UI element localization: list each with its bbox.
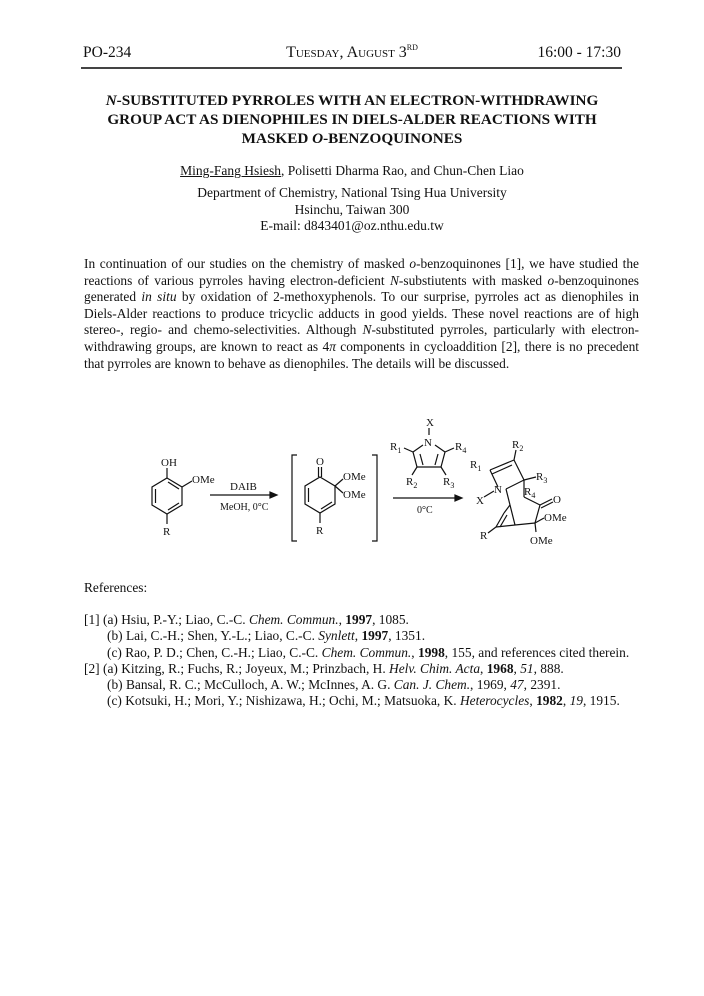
header-rule	[81, 67, 622, 69]
title-italic-n: N	[105, 92, 117, 109]
n-x-bond	[484, 491, 494, 497]
ref-year: 1997	[361, 628, 389, 644]
ref-sep: ,	[480, 660, 487, 676]
ref-sep: ,	[529, 693, 537, 709]
abstract-text: by oxidation of 2-methoxyphenols. To our surprise, pyrroles act as dienophiles in Diels-Alder reactions to produce tricyclic adducts in good yields. These novel reactions are of high stereo-, regio- and chemo-selectivities. Although	[84, 289, 639, 338]
ome-bond	[535, 523, 536, 532]
r3-bond	[441, 467, 446, 475]
pyr-x-label: X	[426, 417, 434, 429]
r-text: R	[406, 476, 414, 488]
ref-journal: Can. J. Chem.	[393, 677, 471, 693]
prod-r1-label	[470, 459, 481, 473]
ref-year: 1968	[486, 660, 514, 676]
pyr-n-label: N	[424, 437, 432, 449]
carbonyl-bond	[541, 502, 553, 508]
prod-o-label: O	[553, 494, 561, 506]
subscript: 4	[531, 491, 536, 500]
bond	[496, 513, 504, 527]
r-text: R	[524, 486, 532, 498]
int-ome1-label: OMe	[343, 471, 366, 483]
prod-n-label: N	[494, 484, 502, 496]
arrow-2-head	[455, 495, 462, 501]
ref-authors: Hsiu, P.-Y.; Liao, C.-C.	[121, 612, 249, 627]
title-line-3-pre: MASKED	[241, 130, 313, 147]
ref-sep: ,	[338, 612, 346, 627]
double-bond	[435, 454, 438, 465]
double-bond	[500, 515, 507, 527]
pyr-r1-label	[390, 441, 401, 455]
ref-sep: ,	[354, 628, 362, 644]
city: Hsinchu, Taiwan 300	[294, 201, 410, 217]
ref-volume: 47	[510, 677, 524, 693]
double-bond	[420, 454, 423, 465]
reaction-scheme-svg	[130, 415, 600, 565]
ref-sep: ,	[470, 677, 477, 693]
r1-bond	[404, 448, 413, 452]
ref-pages: , 1351.	[388, 628, 426, 644]
ref-pages: , 1085.	[372, 612, 409, 627]
prod-ome1-label: OMe	[544, 512, 567, 524]
references-heading: References:	[84, 580, 148, 595]
r-text: R	[512, 439, 520, 451]
abstract-italic: in situ	[141, 289, 177, 305]
ref-journal: Chem. Commun.	[321, 644, 412, 660]
ref-journal: Helv. Chim. Acta	[389, 660, 481, 676]
arrow-1-head	[270, 492, 277, 498]
cyclohexadienone-ring	[305, 477, 335, 513]
masked-o-benzoquinone	[305, 456, 366, 537]
ref-tag: (a)	[102, 612, 118, 627]
ref-pages: , 155, and references cited therein.	[444, 644, 630, 660]
subscript: 1	[477, 464, 482, 473]
ref-journal: Heterocycles	[459, 693, 530, 709]
subscript: 2	[413, 481, 418, 490]
ref-year: 1982	[536, 693, 563, 709]
paper-title	[83, 91, 621, 148]
r-text: R	[536, 471, 544, 483]
day-suffix: RD	[406, 43, 418, 52]
ome-bond	[335, 479, 343, 486]
reference-1b	[84, 628, 639, 644]
double-bond	[492, 465, 512, 474]
bond	[506, 480, 524, 489]
presenting-author: Ming-Fang Hsiesh	[180, 163, 281, 178]
ref-volume: 51	[520, 660, 534, 676]
right-bracket	[372, 455, 377, 541]
reaction-scheme	[130, 415, 600, 565]
ref-tag: (b)	[107, 628, 123, 644]
subscript: 1	[397, 446, 402, 455]
r-bond	[488, 527, 496, 533]
arrow-1	[210, 481, 277, 513]
benzene-ring	[152, 478, 182, 514]
email: E-mail: d843401@oz.nthu.edu.tw	[260, 218, 444, 233]
r-text: R	[455, 441, 463, 453]
title-line-3	[83, 129, 621, 148]
reference-1c	[84, 645, 639, 661]
bond	[515, 523, 535, 525]
title-italic-o: O	[312, 130, 324, 147]
poster-id: PO-234	[83, 44, 132, 61]
ref-number: [2]	[84, 660, 100, 676]
bond	[496, 525, 515, 527]
bond	[504, 505, 510, 513]
ref-journal: Chem. Commun.	[248, 612, 339, 627]
bond	[514, 460, 524, 480]
ref-pages: , 1915.	[582, 693, 620, 709]
reference-1a	[84, 612, 639, 628]
r4-bond	[445, 448, 454, 452]
reagent-temp: 0°C	[417, 505, 433, 516]
subscript: 2	[519, 444, 524, 453]
title-line-2: GROUP ACT AS DIENOPHILES IN DIELS-ALDER REACTIONS WITH	[107, 111, 597, 128]
pyr-r3-label	[443, 476, 454, 490]
prod-ome2-label: OMe	[530, 535, 553, 547]
prod-x-label: X	[476, 495, 484, 507]
sm-r-label: R	[163, 526, 171, 538]
r-text: R	[443, 476, 451, 488]
pyr-r2-label	[406, 476, 417, 490]
ref-tag: (c)	[107, 693, 122, 709]
int-ome2-label: OMe	[343, 489, 366, 501]
r-text: R	[390, 441, 398, 453]
bond	[490, 460, 514, 470]
reference-2c-body: (c) Kotsuki, H.; Mori, Y.; Nishizawa, H.; Ochi, M.; Matsuoka, K. Heterocycles, 1982, 19, 1915.	[107, 693, 620, 709]
subscript: 3	[450, 481, 455, 490]
bond	[506, 489, 510, 505]
prod-r4-label	[524, 486, 535, 500]
reference-2c	[84, 693, 639, 709]
prod-r2-label	[512, 439, 523, 453]
abstract-text: In continuation of our studies on the chemistry of masked	[84, 256, 410, 271]
co-authors: , Polisetti Dharma Rao, and Chun-Chen Liao	[280, 163, 524, 178]
left-bracket	[292, 455, 297, 541]
department: Department of Chemistry, National Tsing Hua University	[197, 185, 507, 200]
abstract-italic: N	[362, 322, 372, 338]
ref-tag: (c)	[107, 644, 122, 660]
ref-sep: ,	[411, 644, 418, 660]
affiliation	[83, 185, 621, 235]
sm-oh-label: OH	[161, 457, 177, 469]
ome-bond	[335, 486, 343, 493]
ref-authors: Lai, C.-H.; Shen, Y.-L.; Liao, C.-C.	[125, 628, 319, 644]
ref-journal: Synlett	[318, 628, 355, 644]
prod-r-label: R	[480, 530, 488, 542]
subscript: 4	[462, 446, 467, 455]
reference-2a: [2] (a) Kitzing, R.; Fuchs, R.; Joyeux, M.; Prinzbach, H. Helv. Chim. Acta, 1968, 51, 888.	[84, 660, 564, 676]
ref-year: 1998	[418, 644, 445, 660]
abstract-text: -benzoquinones [1], we have studied the reactions of various pyrroles having electron-deficient	[84, 256, 639, 288]
subscript: 3	[543, 476, 548, 485]
sm-ome-label: OMe	[192, 474, 215, 486]
reference-list	[84, 612, 639, 710]
reagent-conditions: MeOH, 0°C	[220, 502, 269, 513]
session-day-text: Tuesday, August 3	[286, 44, 407, 61]
pyr-r4-label	[455, 441, 466, 455]
carbonyl-bond	[540, 499, 552, 505]
reagent-daib: DAIB	[230, 481, 257, 493]
ref-authors: Kitzing, R.; Fuchs, R.; Joyeux, M.; Prinzbach, H.	[121, 660, 390, 676]
abstract-italic: π	[329, 338, 336, 354]
ref-tag: (a)	[102, 660, 118, 676]
ome-bond	[182, 481, 192, 487]
bond	[510, 505, 515, 525]
double-bond	[321, 502, 332, 509]
abstract-text: components in cycloaddition [2], there is no precedent that pyrroles are known to behave as dienophiles. The details will be discussed.	[84, 338, 639, 371]
arrow-2	[393, 495, 462, 516]
ref-authors: Bansal, R. C.; McCulloch, A. W.; McInnes, A. G.	[125, 677, 394, 693]
r2-bond	[412, 467, 417, 475]
ref-pages: , 888.	[533, 660, 564, 676]
r-text: R	[470, 459, 478, 471]
prod-r3-label	[536, 471, 547, 485]
starting-material	[152, 457, 215, 538]
title-line-3-post: -BENZOQUINONES	[323, 130, 463, 147]
ref-authors: Kotsuki, H.; Mori, Y.; Nishizawa, H.; Ochi, M.; Matsuoka, K.	[125, 693, 460, 709]
r3-bond	[524, 477, 536, 480]
ref-pages: , 2391.	[523, 677, 561, 693]
ref-tag: (b)	[107, 677, 123, 693]
tricyclic-adduct	[470, 439, 567, 547]
abstract-italic: N	[389, 272, 399, 288]
reference-1c-body	[85, 645, 639, 661]
ref-volume: 19	[569, 693, 583, 709]
double-bond	[168, 482, 179, 489]
page-header	[83, 44, 621, 68]
abstract-text: -substituted pyrroles, particularly with electron-withdrawing groups, are known to react as 4	[84, 322, 639, 354]
abstract-text: -benzoquinones generated	[84, 272, 639, 305]
double-bond	[168, 503, 179, 510]
abstract	[84, 256, 639, 372]
int-o-label: O	[316, 456, 324, 468]
ref-year: 1997	[345, 612, 373, 627]
ref-year: 1969	[476, 677, 504, 693]
abstract-italic: o	[409, 256, 417, 271]
pyrrole-reagent	[390, 417, 466, 490]
title-line-1	[83, 91, 621, 110]
session-time: 16:00 - 17:30	[537, 44, 621, 61]
reference-2b: (b) Bansal, R. C.; McCulloch, A. W.; McInnes, A. G. Can. J. Chem., 1969, 47, 2391.	[107, 677, 561, 693]
abstract-italic: o	[547, 272, 555, 288]
ref-authors: Rao, P. D.; Chen, C.-H.; Liao, C.-C.	[125, 644, 322, 660]
author-list	[83, 163, 621, 179]
r2-bond	[514, 450, 516, 460]
abstract-text: -substiutents with masked	[398, 272, 548, 288]
int-r-label: R	[316, 525, 324, 537]
ref-number: [1]	[84, 612, 100, 627]
title-line-1-text: -SUBSTITUTED PYRROLES WITH AN ELECTRON-WITHDRAWING	[116, 92, 599, 109]
